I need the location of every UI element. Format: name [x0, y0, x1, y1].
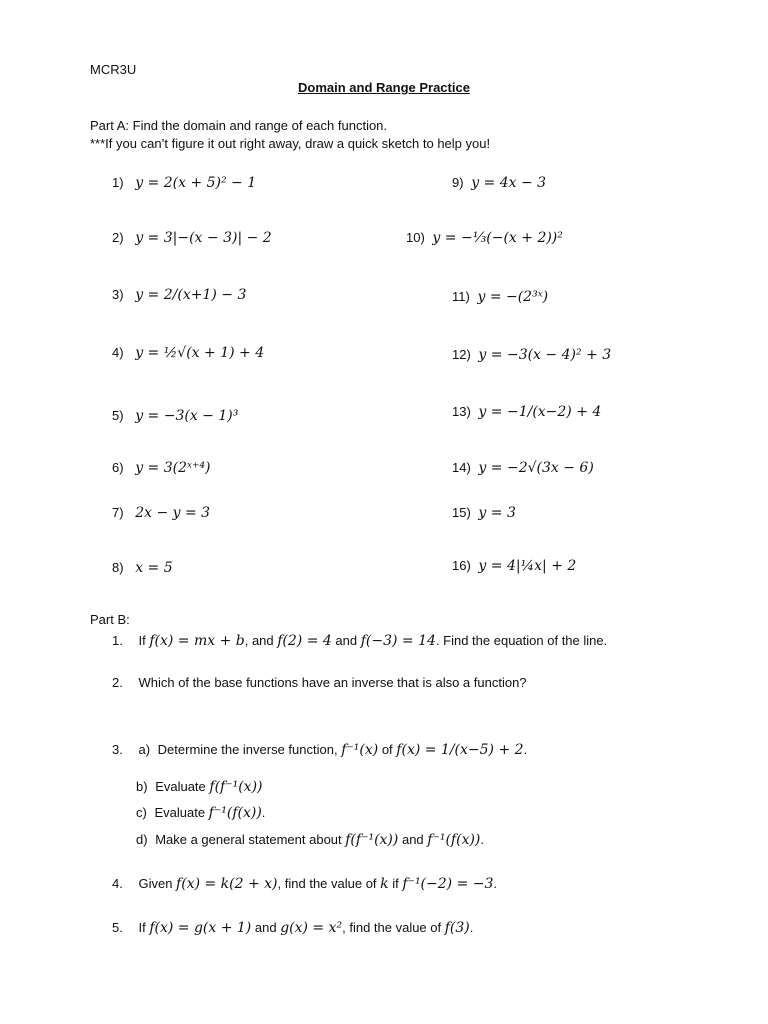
part-a-hint: ***If you can’t figure it out right away, draw a quick sketch to help you!	[90, 136, 491, 151]
list-item	[112, 230, 272, 246]
question-text: , find the value of	[342, 920, 445, 935]
question-text: , find the value of	[277, 876, 381, 891]
list-item	[452, 460, 594, 476]
item-number: 11)	[452, 289, 470, 304]
course-code: MCR3U	[90, 62, 137, 77]
equation: y = 2(x + 5)² − 1	[135, 175, 257, 191]
list-item	[112, 460, 210, 476]
equation: y = 3|−(x − 3)| − 2	[135, 230, 272, 246]
question-text: .	[261, 805, 266, 820]
part-a-heading: Part A: Find the domain and range of each function.	[90, 118, 388, 133]
formula: f(2) = 4	[277, 633, 332, 649]
equation: x = 5	[135, 560, 173, 576]
list-item	[452, 505, 516, 521]
equation: y = −3(x − 1)³	[135, 408, 239, 424]
equation: y = 3(2ˣ⁺⁴)	[135, 460, 211, 476]
item-number: 7)	[112, 505, 124, 520]
equation: y = −2√(3x − 6)	[478, 460, 594, 476]
question-number: 4.	[112, 876, 123, 891]
formula: f⁻¹(f(x))	[427, 832, 481, 848]
question-text: .	[493, 876, 498, 891]
item-number: 13)	[452, 404, 471, 419]
sub-label: a)	[138, 742, 151, 757]
list-item	[452, 175, 546, 191]
equation: y = −⅓(−(x + 2))²	[432, 230, 563, 246]
item-number: 14)	[452, 460, 471, 475]
list-item	[452, 347, 611, 363]
formula: f(−3) = 14	[360, 633, 436, 649]
question-number: 1.	[112, 633, 123, 648]
list-item	[452, 558, 576, 574]
list-item	[112, 505, 210, 521]
item-number: 3)	[112, 287, 124, 302]
item-number: 4)	[112, 345, 124, 360]
question-text: .	[523, 742, 528, 757]
formula: f(3)	[444, 920, 470, 936]
question-text: Which of the base functions have an inverse that is also a function?	[138, 675, 527, 690]
formula: f(x) = 1/(x−5) + 2	[396, 742, 524, 758]
question-text: Given	[138, 876, 177, 891]
question-text: and	[331, 633, 361, 648]
formula: f⁻¹(−2) = −3	[402, 876, 494, 892]
list-item	[112, 175, 256, 191]
sub-label: d)	[136, 832, 148, 847]
item-number: 9)	[452, 175, 464, 190]
question-text: .	[480, 832, 485, 847]
equation: y = ½√(x + 1) + 4	[135, 345, 265, 361]
formula: f⁻¹(f(x))	[208, 805, 262, 821]
question-number: 5.	[112, 920, 123, 935]
list-item	[112, 560, 173, 576]
formula: f⁻¹(x)	[341, 742, 379, 758]
question-3d	[136, 832, 484, 848]
question-1	[112, 633, 607, 649]
formula: f(x) = k(2 + x)	[176, 876, 278, 892]
list-item	[452, 404, 601, 420]
page-title: Domain and Range Practice	[298, 80, 470, 95]
item-number: 1)	[112, 175, 124, 190]
item-number: 16)	[452, 558, 471, 573]
equation: y = −(2³ˣ)	[477, 289, 549, 305]
item-number: 12)	[452, 347, 471, 362]
equation: 2x − y = 3	[135, 505, 211, 521]
part-b-heading: Part B:	[90, 612, 130, 627]
equation: y = 4|¼x| + 2	[478, 558, 577, 574]
question-text: if	[388, 876, 403, 891]
formula: k	[380, 876, 389, 892]
equation: y = −1/(x−2) + 4	[478, 404, 602, 420]
question-text: Evaluate	[155, 779, 210, 794]
formula: f(f⁻¹(x))	[209, 779, 263, 795]
list-item	[112, 287, 246, 303]
question-text: If	[138, 920, 150, 935]
question-text: Determine the inverse function,	[157, 742, 342, 757]
list-item	[452, 289, 548, 305]
item-number: 2)	[112, 230, 124, 245]
question-text: Make a general statement about	[155, 832, 346, 847]
question-3a	[112, 742, 527, 758]
list-item	[112, 345, 264, 361]
formula: f(f⁻¹(x))	[345, 832, 399, 848]
formula: f(x) = g(x + 1)	[149, 920, 252, 936]
question-text: If	[138, 633, 150, 648]
question-text: and	[251, 920, 281, 935]
question-text: , and	[244, 633, 278, 648]
question-number: 2.	[112, 675, 123, 690]
sub-label: b)	[136, 779, 148, 794]
item-number: 15)	[452, 505, 471, 520]
question-number: 3.	[112, 742, 123, 757]
sub-label: c)	[136, 805, 147, 820]
question-text: and	[398, 832, 428, 847]
question-4	[112, 876, 497, 892]
question-3b	[136, 779, 263, 795]
item-number: 6)	[112, 460, 124, 475]
list-item	[406, 230, 563, 246]
question-5	[112, 920, 473, 936]
item-number: 10)	[406, 230, 425, 245]
question-text: of	[378, 742, 397, 757]
formula: g(x) = x²	[280, 920, 343, 936]
formula: f(x) = mx + b	[149, 633, 245, 649]
question-3c	[136, 805, 265, 821]
item-number: 5)	[112, 408, 124, 423]
list-item	[112, 408, 238, 424]
question-text: . Find the equation of the line.	[435, 633, 608, 648]
question-2	[112, 675, 527, 690]
item-number: 8)	[112, 560, 124, 575]
question-text: .	[469, 920, 474, 935]
equation: y = 2/(x+1) − 3	[135, 287, 247, 303]
equation: y = 3	[478, 505, 516, 521]
equation: y = −3(x − 4)² + 3	[478, 347, 612, 363]
equation: y = 4x − 3	[471, 175, 547, 191]
question-text: Evaluate	[154, 805, 209, 820]
